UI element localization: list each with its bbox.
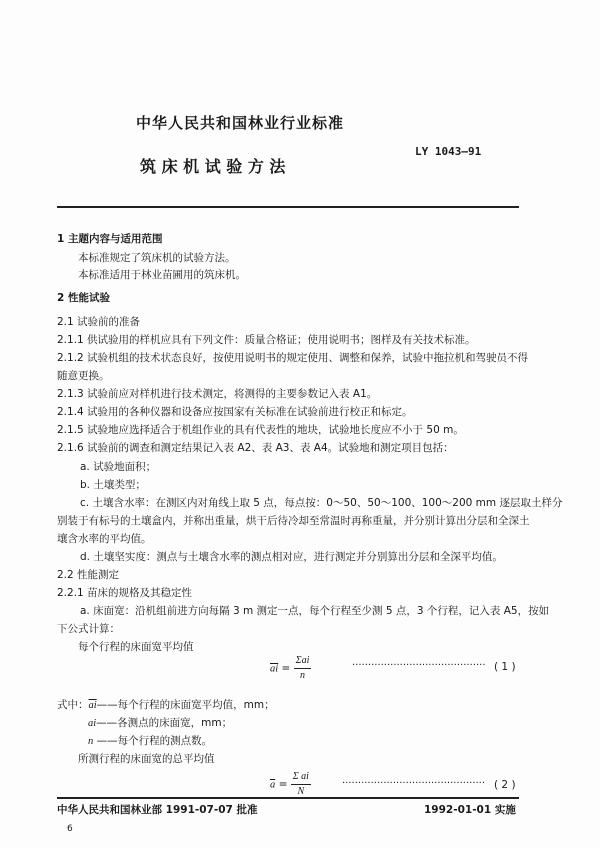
symbol: n (88, 736, 94, 747)
item-c-cont: 壤含水率的平均值。 (57, 533, 152, 545)
formula-2-numerator: Σ ai (291, 770, 311, 785)
formula-2-number: ( 2 ) (494, 779, 516, 791)
clause-2-1-4: 2.1.4 试验用的各种仪器和设备应按国家有关标准在试验前进行校正和标定。 (57, 406, 413, 418)
formula-2-denominator: N (297, 786, 305, 797)
org-title: 中华人民共和国林业行业标准 (136, 114, 345, 132)
item-c: c. 土壤含水率：在测区内对角线上取 5 点，每点按：0～50、50～100、100～200 mm 逐层取土样分 (80, 497, 563, 509)
section-2-heading: 2 性能试验 (57, 292, 110, 304)
doc-title: 筑 床 机 试 验 方 法 (140, 157, 286, 176)
item-d: d. 土壤坚实度：测点与土壤含水率的测点相对应，进行测定并分别算出分层和全深平均值。 (80, 551, 503, 563)
definition: ——各测点的床面宽，mm； (96, 717, 233, 729)
item-a-bed-width: a. 床面宽：沿机组前进方向每隔 3 m 测定一点，每个行程至少测 5 点，3 个行程，记入表 A5，按如 (80, 605, 550, 617)
effective-date: 1992-01-01 实施 (424, 804, 516, 816)
paragraph: 所测行程的床面宽的总平均值 (78, 753, 215, 765)
definition: ——每个行程的床面宽平均值，mm； (96, 699, 275, 711)
clause-2-1-5: 2.1.5 试验地应选择适合于机组作业的具有代表性的地块，试验地长度应不小于 50 m。 (57, 424, 464, 436)
where-label: 式中： (57, 699, 89, 711)
formula-2-leader: ············································· (342, 778, 486, 789)
clause-2-1-2-cont: 随意更换。 (57, 370, 110, 382)
formula-1-denominator: n (300, 670, 306, 681)
definition: ——每个行程的测点数。 (96, 735, 213, 747)
where-line-3 (88, 734, 212, 749)
where-line-2 (88, 716, 232, 731)
clause-2-1-2: 2.1.2 试验机组的技术状态良好，按使用说明书的规定使用、调整和保养，试验中拖拉机和驾驶员不得 (57, 352, 529, 364)
clause-2-1: 2.1 试验前的准备 (57, 316, 141, 328)
page-number: 6 (67, 824, 73, 834)
formula-1-numerator: Σai (294, 654, 312, 669)
clause-2-1-6: 2.1.6 试验前的调查和测定结果记入表 A2、表 A3、表 A4。试验地和测定项目包括： (57, 442, 454, 454)
item-c-cont: 别装于有标号的土壤盒内，并称出重量，烘干后待冷却至常温时再称重量，并分别计算出分层和全深土 (57, 515, 530, 527)
paragraph: 每个行程的床面宽平均值 (78, 641, 194, 653)
formula-1: $\overline{ai}$ = $\frac{\text{Σai}}{n}$ (270, 655, 310, 681)
formula-1-lhs: $\overline{ai}$ (270, 663, 279, 675)
symbol: $\overline{ai}$ (88, 700, 97, 711)
formula-2: $\overline{a}$ = $\frac{\text{Σ ai}}{N}$ (270, 771, 309, 797)
symbol: ai (88, 718, 97, 729)
clause-2-2: 2.2 性能测定 (57, 569, 120, 581)
paragraph: 本标准规定了筑床机的试验方法。 (78, 252, 236, 264)
clause-2-1-3: 2.1.3 试验前应对样机进行技术测定，将测得的主要参数记入表 A1。 (57, 388, 378, 400)
clause-2-2-1: 2.2.1 苗床的规格及其稳定性 (57, 587, 193, 599)
approval-line: 中华人民共和国林业部 1991-07-07 批准 (57, 804, 258, 816)
paragraph: 本标准适用于林业苗圃用的筑床机。 (78, 269, 246, 281)
where-line-1 (57, 698, 275, 713)
item-a-cont: 下公式计算： (57, 623, 120, 635)
item-b: b. 土壤类型； (80, 479, 146, 491)
footer-rule (57, 797, 519, 799)
formula-1-number: ( 1 ) (494, 661, 516, 673)
clause-2-1-1: 2.1.1 供试验用的样机应具有下列文件：质量合格证；使用说明书；图样及有关技术标准。 (57, 334, 476, 346)
standard-number: LY 1043—91 (415, 145, 482, 158)
header-rule (57, 206, 519, 208)
formula-2-lhs: $\overline{a}$ (270, 779, 276, 791)
item-a: a. 试验地面积； (80, 461, 157, 473)
formula-1-leader: ·········································· (352, 660, 486, 671)
section-1-heading: 1 主题内容与适用范围 (57, 233, 163, 245)
